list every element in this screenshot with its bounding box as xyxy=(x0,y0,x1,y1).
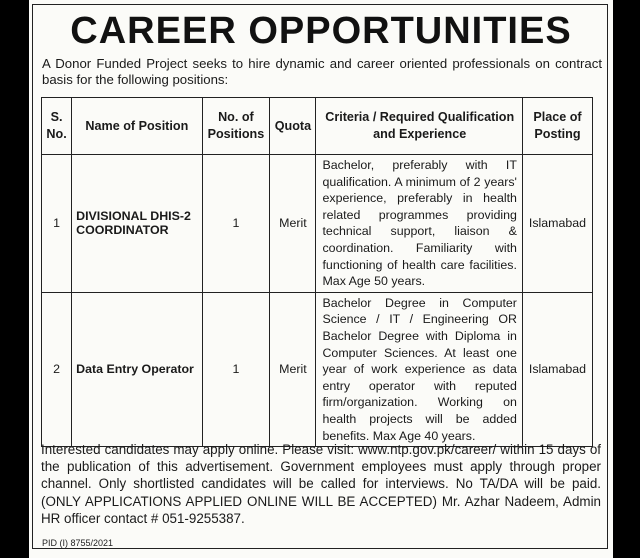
cell-quota: Merit xyxy=(270,155,316,293)
cell-quota: Merit xyxy=(270,292,316,446)
table-row xyxy=(42,292,593,446)
header-criteria: Criteria / Required Qualification and Experience xyxy=(316,98,522,155)
header-positions-count: No. of Positions xyxy=(202,98,270,155)
cell-position-name: Data Entry Operator xyxy=(72,292,202,446)
cell-positions-count: 1 xyxy=(202,292,270,446)
advertisement-page xyxy=(29,0,613,558)
cell-sno: 1 xyxy=(42,155,72,293)
cell-place: Islamabad xyxy=(522,292,592,446)
header-sno: S. No. xyxy=(42,98,72,155)
header-position-name: Name of Position xyxy=(72,98,202,155)
cell-position-name: DIVISIONAL DHIS-2 COORDINATOR xyxy=(72,155,202,293)
table-row xyxy=(42,155,593,293)
intro-paragraph: A Donor Funded Project seeks to hire dynamic and career oriented professionals on contract basis for the following positions: xyxy=(42,56,602,87)
application-instructions: Interested candidates may apply online. Please visit: www.ntp.gov.pk/career/ within 15 days of the publication of this advertisement. Government employees must apply through proper channel. Only shortlisted candidates will be called for interviews. No TA/DA will be paid. (ONLY APPLICATIONS APPLIED ONLINE WILL BE ACCEPTED) Mr. Azhar Nadeem, Admin HR officer contact # 051-9255387. xyxy=(41,442,601,526)
cell-criteria: Bachelor, preferably with IT qualification. A minimum of 2 years' experience, preferably in health related programmes providing technical support, liaison & coordination. Familiarity with functioning of health care facilities. Max Age 50 years. xyxy=(316,155,522,293)
page-title: CAREER OPPORTUNITIES xyxy=(70,10,572,52)
pid-reference: PID (I) 8755/2021 xyxy=(42,538,114,548)
cell-positions-count: 1 xyxy=(202,155,270,293)
positions-table xyxy=(41,97,593,447)
cell-sno: 2 xyxy=(42,292,72,446)
cell-place: Islamabad xyxy=(522,155,592,293)
table-header-row xyxy=(42,98,593,155)
cell-criteria: Bachelor Degree in Computer Science / IT / Engineering OR Bachelor Degree with Diploma in Computer Sciences. At least one year of work experience as data entry operator with reputed firm/organization. Working on health projects will be added benefits. Max Age 40 years. xyxy=(316,292,522,446)
header-quota: Quota xyxy=(270,98,316,155)
header-place: Place of Posting xyxy=(522,98,592,155)
